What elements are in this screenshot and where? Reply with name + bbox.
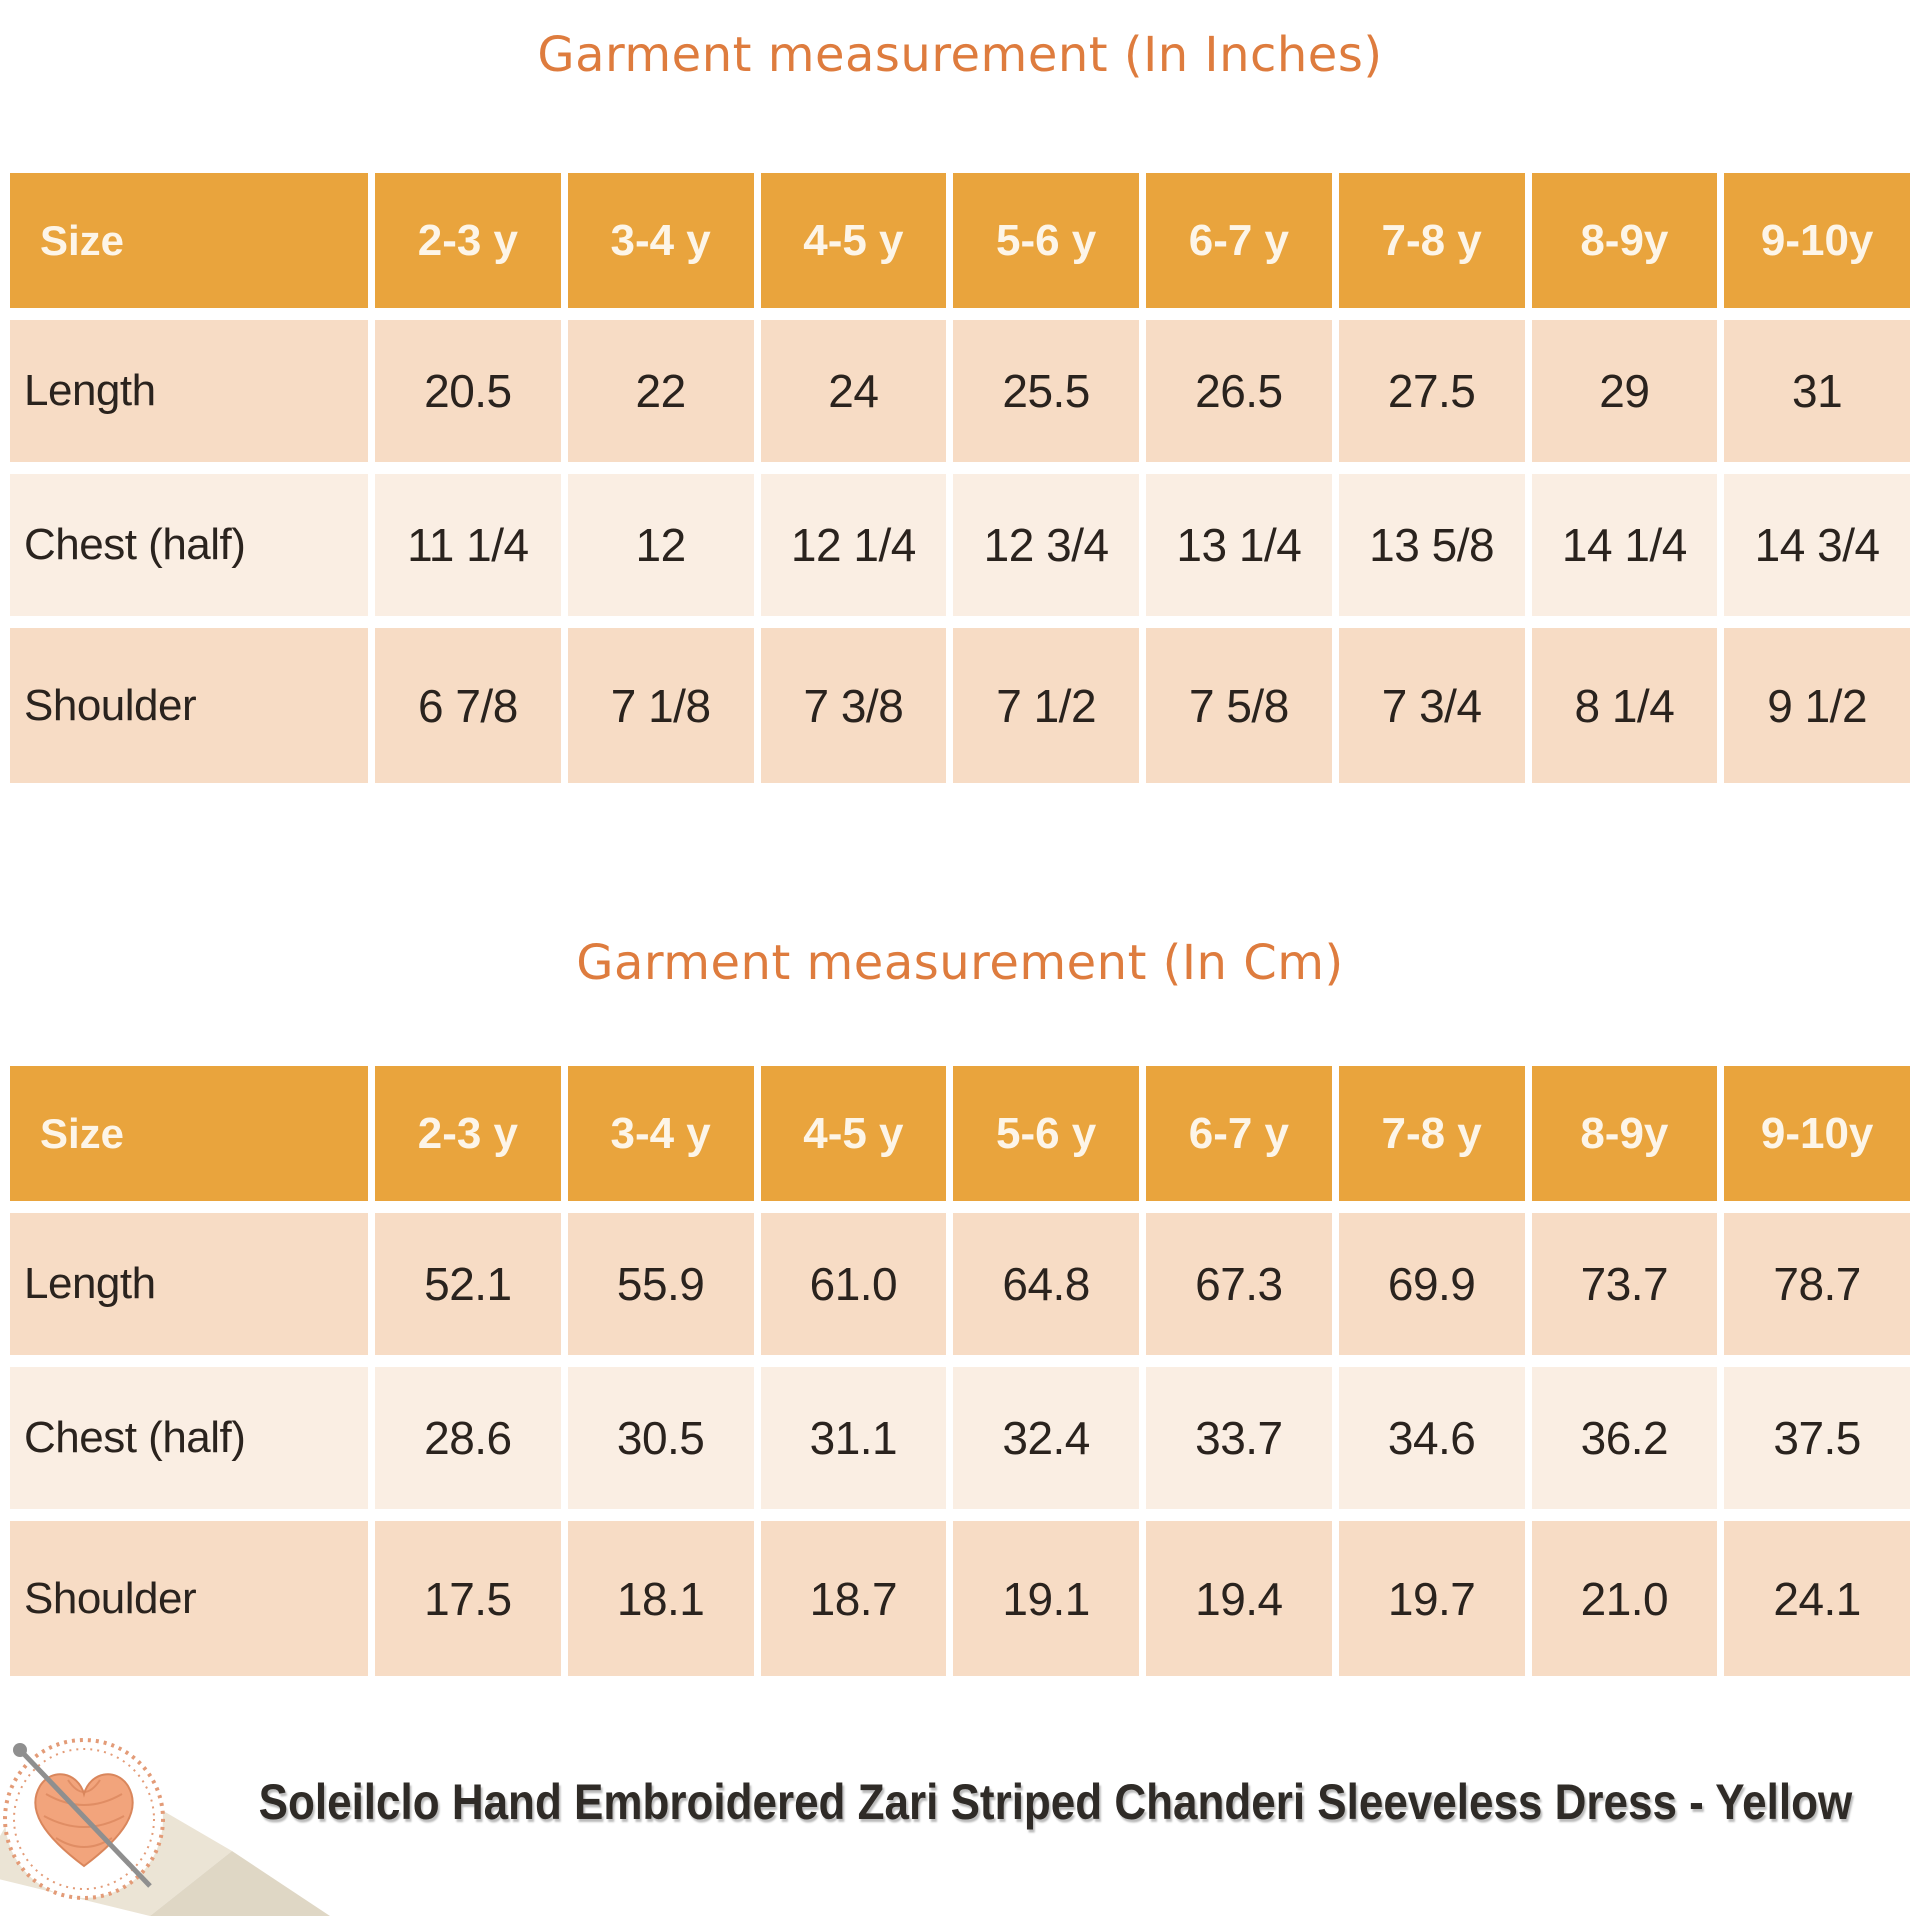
value-cell: 36.2 — [1532, 1367, 1718, 1509]
product-name-text: Soleilclo Hand Embroidered Zari Striped Chanderi Sleeveless Dress - Yellow — [258, 1774, 1853, 1830]
header-cell: 9-10y — [1724, 1066, 1910, 1201]
header-cell: 6-7 y — [1146, 1066, 1332, 1201]
header-cell-size: Size — [10, 1066, 368, 1201]
value-cell: 69.9 — [1339, 1213, 1525, 1355]
header-cell: 6-7 y — [1146, 173, 1332, 308]
header-cell: 8-9y — [1532, 1066, 1718, 1201]
value-cell: 61.0 — [761, 1213, 947, 1355]
header-cell: 9-10y — [1724, 173, 1910, 308]
value-cell: 78.7 — [1724, 1213, 1910, 1355]
header-cell: 3-4 y — [568, 173, 754, 308]
header-cell: 5-6 y — [953, 1066, 1139, 1201]
value-cell: 7 1/8 — [568, 628, 754, 783]
value-cell: 21.0 — [1532, 1521, 1718, 1676]
value-cell: 28.6 — [375, 1367, 561, 1509]
value-cell: 9 1/2 — [1724, 628, 1910, 783]
value-cell: 29 — [1532, 320, 1718, 462]
header-cell-size: Size — [10, 173, 368, 308]
value-cell: 33.7 — [1146, 1367, 1332, 1509]
value-cell: 19.7 — [1339, 1521, 1525, 1676]
header-cell: 7-8 y — [1339, 1066, 1525, 1201]
value-cell: 14 1/4 — [1532, 474, 1718, 616]
value-cell: 73.7 — [1532, 1213, 1718, 1355]
value-cell: 17.5 — [375, 1521, 561, 1676]
value-cell: 7 3/8 — [761, 628, 947, 783]
value-cell: 14 3/4 — [1724, 474, 1910, 616]
row-label-length: Length — [10, 320, 368, 462]
value-cell: 12 3/4 — [953, 474, 1139, 616]
value-cell: 30.5 — [568, 1367, 754, 1509]
header-cell: 8-9y — [1532, 173, 1718, 308]
value-cell: 12 — [568, 474, 754, 616]
value-cell: 25.5 — [953, 320, 1139, 462]
header-cell: 4-5 y — [761, 1066, 947, 1201]
value-cell: 6 7/8 — [375, 628, 561, 783]
footer — [0, 1676, 1920, 1916]
value-cell: 37.5 — [1724, 1367, 1910, 1509]
value-cell: 7 3/4 — [1339, 628, 1525, 783]
value-cell: 34.6 — [1339, 1367, 1525, 1509]
value-cell: 52.1 — [375, 1213, 561, 1355]
value-cell: 22 — [568, 320, 754, 462]
header-cell: 2-3 y — [375, 173, 561, 308]
row-label-shoulder: Shoulder — [10, 1521, 368, 1676]
value-cell: 11 1/4 — [375, 474, 561, 616]
value-cell: 13 5/8 — [1339, 474, 1525, 616]
value-cell: 55.9 — [568, 1213, 754, 1355]
value-cell: 67.3 — [1146, 1213, 1332, 1355]
garment-table-cm — [10, 1066, 1910, 1676]
value-cell: 64.8 — [953, 1213, 1139, 1355]
header-cell: 3-4 y — [568, 1066, 754, 1201]
value-cell: 7 1/2 — [953, 628, 1139, 783]
row-label-length: Length — [10, 1213, 368, 1355]
value-cell: 12 1/4 — [761, 474, 947, 616]
table-cm-title: Garment measurement (In Cm) — [576, 935, 1344, 991]
value-cell: 20.5 — [375, 320, 561, 462]
value-cell: 18.1 — [568, 1521, 754, 1676]
value-cell: 27.5 — [1339, 320, 1525, 462]
row-label-chest: Chest (half) — [10, 1367, 368, 1509]
header-cell: 5-6 y — [953, 173, 1139, 308]
value-cell: 31 — [1724, 320, 1910, 462]
value-cell: 7 5/8 — [1146, 628, 1332, 783]
value-cell: 19.4 — [1146, 1521, 1332, 1676]
value-cell: 13 1/4 — [1146, 474, 1332, 616]
value-cell: 19.1 — [953, 1521, 1139, 1676]
value-cell: 32.4 — [953, 1367, 1139, 1509]
garment-table-inches — [10, 173, 1910, 783]
value-cell: 31.1 — [761, 1367, 947, 1509]
value-cell: 8 1/4 — [1532, 628, 1718, 783]
row-label-chest: Chest (half) — [10, 474, 368, 616]
header-cell: 4-5 y — [761, 173, 947, 308]
value-cell: 24.1 — [1724, 1521, 1910, 1676]
row-label-shoulder: Shoulder — [10, 628, 368, 783]
header-cell: 2-3 y — [375, 1066, 561, 1201]
value-cell: 24 — [761, 320, 947, 462]
table-inches-title: Garment measurement (In Inches) — [537, 27, 1383, 83]
value-cell: 26.5 — [1146, 320, 1332, 462]
header-cell: 7-8 y — [1339, 173, 1525, 308]
value-cell: 18.7 — [761, 1521, 947, 1676]
